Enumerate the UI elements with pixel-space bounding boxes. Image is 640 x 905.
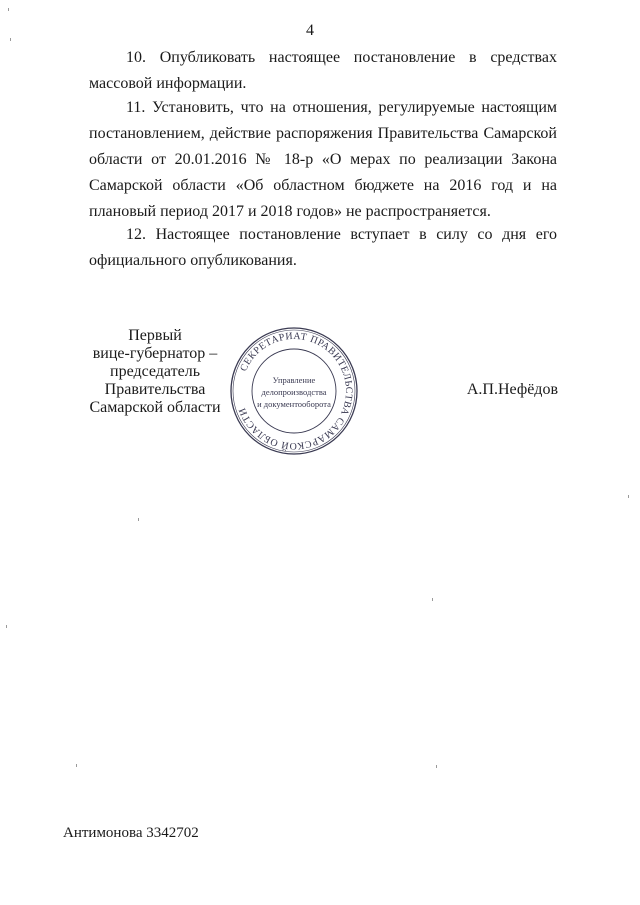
signer-title	[60, 327, 250, 417]
scan-speck	[138, 518, 139, 521]
signer-name: А.П.Нефёдов	[466, 381, 558, 398]
paragraph-10: 10. Опубликовать настоящее постановление в средствах массовой информации.	[89, 49, 557, 92]
paragraph-12: 12. Настоящее постановление вступает в силу со дня его официального опубликования.	[89, 226, 557, 269]
stamp-center-line-3: и документооборота	[257, 399, 331, 409]
stamp-center-line-1: Управление	[272, 375, 316, 385]
official-seal-stamp	[228, 325, 360, 457]
signer-title-line-1: Первый	[128, 327, 182, 344]
scan-speck	[6, 625, 7, 628]
signer-title-line-2: вице-губернатор –	[92, 345, 218, 362]
stamp-center-line-2: делопроизводства	[261, 387, 327, 397]
scan-speck	[76, 764, 77, 767]
scan-speck	[628, 495, 629, 498]
scan-speck	[10, 38, 11, 41]
signer-title-line-3: председатель Правительства	[104, 363, 206, 398]
signer-title-line-4: Самарской области	[89, 399, 221, 416]
executor-contact: Антимонова 3342702	[63, 825, 199, 841]
scan-speck	[436, 765, 437, 768]
paragraph-11: 11. Установить, что на отношения, регулируемые настоящим постановлением, действие распоряжения Правительства Самарской области от 20.01.2016 № 18-р «О мерах по реализации Закона Самарской области «Об областном бюджете на 2016 год и на плановый период 2017 и 2018 годов» не распространяется.	[89, 99, 557, 220]
page-number: 4	[306, 22, 314, 39]
scan-speck	[8, 8, 9, 11]
scan-speck	[432, 598, 433, 601]
stamp-ring-textpath: СЕКРЕТАРИАТ ПРАВИТЕЛЬСТВА САМАРСКОЙ ОБЛАСТИ	[236, 330, 355, 452]
